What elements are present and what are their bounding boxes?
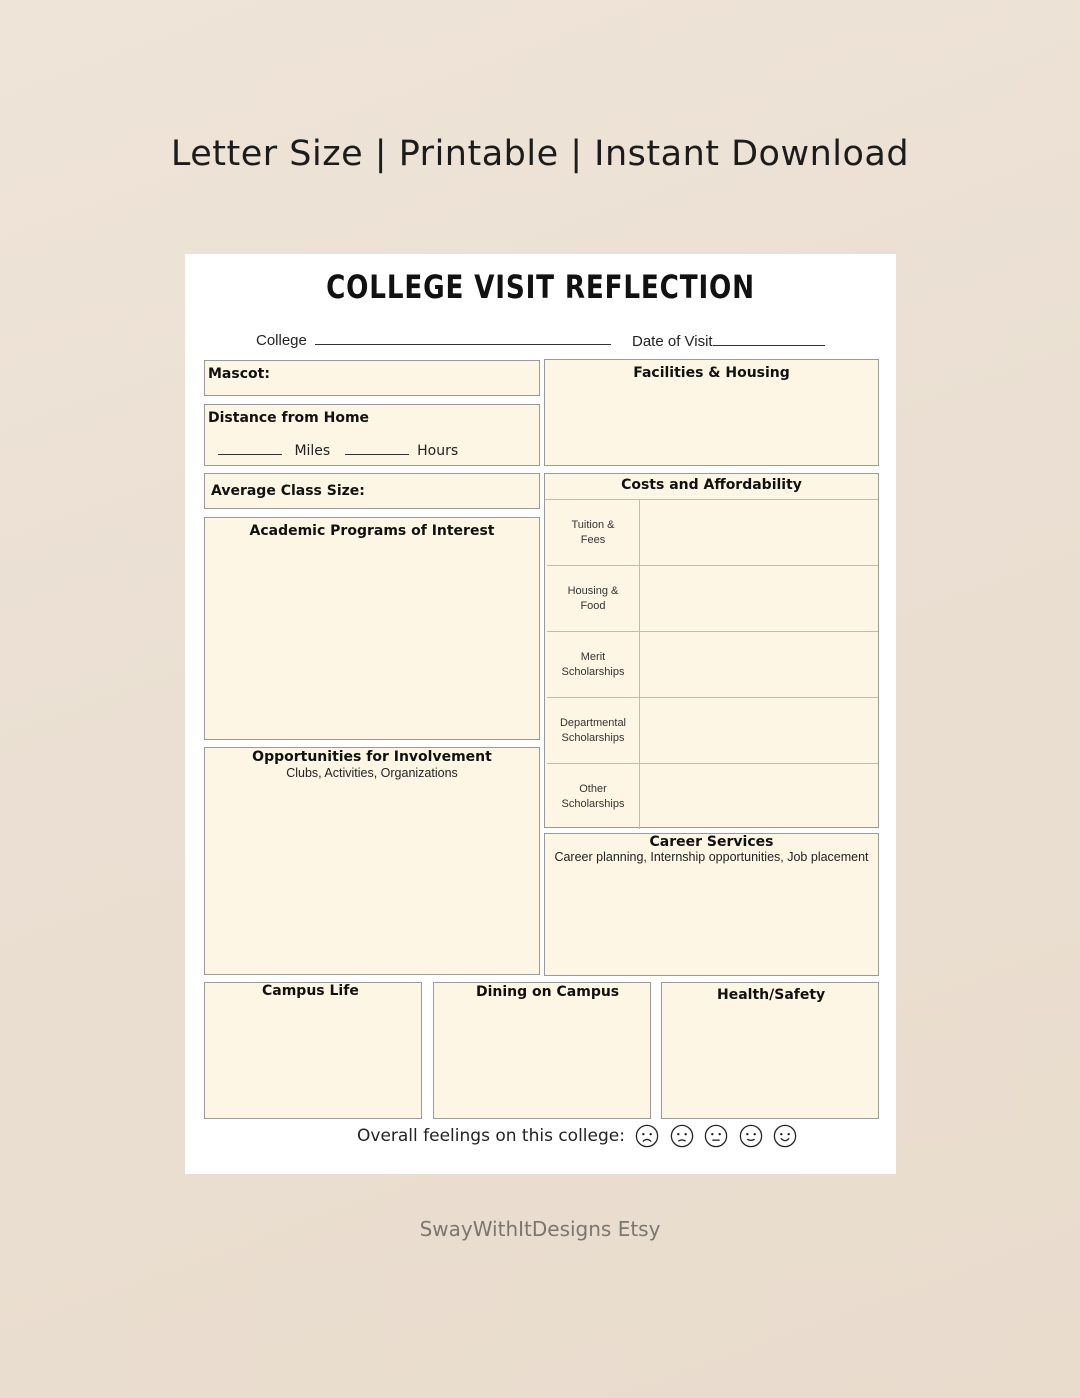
facilities-label: Facilities & Housing bbox=[633, 365, 790, 381]
college-blank[interactable] bbox=[315, 330, 611, 345]
avg-class-size-box[interactable] bbox=[204, 473, 540, 509]
smile-face-icon[interactable] bbox=[739, 1124, 763, 1148]
campus-life-box[interactable] bbox=[204, 982, 422, 1119]
miles-blank[interactable] bbox=[218, 440, 282, 455]
mascot-box[interactable] bbox=[204, 360, 540, 396]
worksheet-page bbox=[185, 254, 896, 1174]
costs-row-merit bbox=[547, 632, 878, 698]
overall-feelings bbox=[357, 1124, 797, 1148]
health-safety-label: Health/Safety bbox=[717, 987, 826, 1003]
costs-box bbox=[544, 473, 879, 828]
costs-row-label: Departmental Scholarships bbox=[547, 698, 640, 763]
distance-fields bbox=[218, 440, 458, 459]
academic-programs-box[interactable] bbox=[204, 517, 540, 740]
costs-row-other bbox=[547, 764, 878, 829]
costs-row-value[interactable] bbox=[640, 500, 878, 565]
date-field[interactable] bbox=[632, 331, 825, 350]
involvement-label: Opportunities for Involvement bbox=[252, 749, 492, 765]
hours-blank[interactable] bbox=[345, 440, 409, 455]
involvement-subtitle: Clubs, Activities, Organizations bbox=[286, 766, 458, 780]
career-services-box[interactable] bbox=[544, 833, 879, 976]
college-label: College bbox=[256, 332, 307, 349]
costs-row-tuition bbox=[547, 500, 878, 566]
dining-label: Dining on Campus bbox=[476, 984, 620, 1000]
costs-row-value[interactable] bbox=[640, 764, 878, 829]
happy-face-icon[interactable] bbox=[773, 1124, 797, 1148]
dining-box[interactable] bbox=[433, 982, 651, 1119]
overall-feelings-label: Overall feelings on this college: bbox=[357, 1126, 625, 1146]
academic-programs-label: Academic Programs of Interest bbox=[249, 523, 495, 539]
costs-table bbox=[545, 499, 878, 810]
neutral-face-icon[interactable] bbox=[704, 1124, 728, 1148]
costs-row-value[interactable] bbox=[640, 566, 878, 631]
career-services-subtitle: Career planning, Internship opportunities, Job placement bbox=[554, 850, 869, 864]
involvement-box[interactable] bbox=[204, 747, 540, 975]
health-safety-box[interactable] bbox=[661, 982, 879, 1119]
avg-class-size-label: Average Class Size: bbox=[211, 483, 365, 499]
costs-row-value[interactable] bbox=[640, 632, 878, 697]
costs-row-label: Tuition & Fees bbox=[547, 500, 640, 565]
miles-label: Miles bbox=[294, 443, 331, 459]
date-blank[interactable] bbox=[713, 331, 825, 346]
costs-row-label: Other Scholarships bbox=[547, 764, 640, 829]
college-field[interactable] bbox=[256, 330, 611, 349]
career-services-label: Career Services bbox=[649, 834, 774, 850]
mascot-label: Mascot: bbox=[208, 366, 270, 382]
distance-label: Distance from Home bbox=[208, 410, 370, 426]
costs-row-label: Housing & Food bbox=[547, 566, 640, 631]
frown-face-icon[interactable] bbox=[670, 1124, 694, 1148]
costs-row-housing bbox=[547, 566, 878, 632]
costs-label: Costs and Affordability bbox=[621, 477, 802, 493]
campus-life-label: Campus Life bbox=[262, 983, 359, 999]
costs-row-departmental bbox=[547, 698, 878, 764]
sad-face-icon[interactable] bbox=[635, 1124, 659, 1148]
worksheet-title: COLLEGE VISIT REFLECTION bbox=[326, 268, 755, 306]
costs-row-label: Merit Scholarships bbox=[547, 632, 640, 697]
date-label: Date of Visit bbox=[632, 333, 713, 350]
hours-label: Hours bbox=[417, 443, 459, 459]
distance-box[interactable] bbox=[204, 404, 540, 466]
headline: Letter Size | Printable | Instant Download bbox=[170, 134, 910, 174]
costs-row-value[interactable] bbox=[640, 698, 878, 763]
footer-credit: SwayWithItDesigns Etsy bbox=[419, 1217, 661, 1241]
facilities-box[interactable] bbox=[544, 359, 879, 466]
